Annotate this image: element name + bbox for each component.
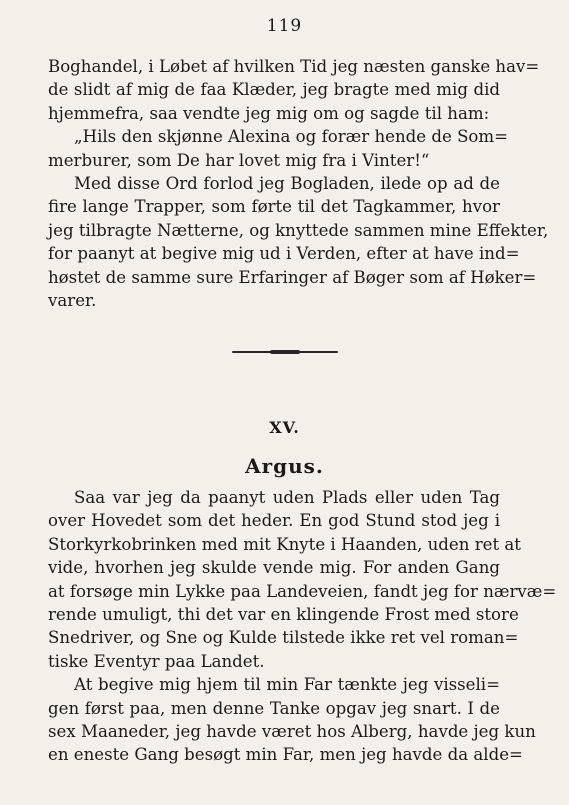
page-number: 119 xyxy=(266,16,303,36)
text-line: at forsøge min Lykke paa Landeveien, fandt jeg for nærvæ= xyxy=(48,581,557,601)
text-line: merburer, som De har lovet mig fra i Vinter!“ xyxy=(48,150,430,170)
text-line: hjemmefra, saa vendte jeg mig om og sagde til ham: xyxy=(48,103,490,123)
text-block-bottom xyxy=(48,486,557,767)
text-line: At begive mig hjem til min Far tænkte jeg visseli= xyxy=(74,675,500,695)
text-line: gen først paa, men denne Tanke opgav jeg snart. I de xyxy=(48,698,500,718)
text-line: høstet de samme sure Erfaringer af Bøger som af Høker= xyxy=(48,267,537,287)
text-line: Med disse Ord forlod jeg Bogladen, ilede op ad de xyxy=(74,173,500,193)
text-line: Saa var jeg da paanyt uden Plads eller uden Tag xyxy=(74,488,500,507)
section-divider xyxy=(232,351,338,353)
text-line: for paanyt at begive mig ud i Verden, efter at have ind= xyxy=(48,244,520,264)
text-line: en eneste Gang besøgt min Far, men jeg havde da alde= xyxy=(48,745,523,765)
text-line: Snedriver, og Sne og Kulde tilstede ikke ret vel roman= xyxy=(48,628,519,648)
text-line: tiske Eventyr paa Landet. xyxy=(48,651,265,671)
text-line: vide, hvorhen jeg skulde vende mig. For anden Gang xyxy=(48,558,500,578)
text-line: varer. xyxy=(48,290,97,310)
text-line: „Hils den skjønne Alexina og forær hende de Som= xyxy=(74,127,509,147)
text-line: jeg tilbragte Nætterne, og knyttede sammen mine Effekter, xyxy=(48,220,549,240)
text-line: Boghandel, i Løbet af hvilken Tid jeg næsten ganske hav= xyxy=(48,57,540,76)
chapter-title: Argus. xyxy=(245,454,324,478)
text-block-top xyxy=(48,55,549,312)
text-line: de slidt af mig de faa Klæder, jeg bragte med mig did xyxy=(48,80,500,100)
text-line: rende umuligt, thi det var en klingende Frost med store xyxy=(48,604,519,624)
text-line: Storkyrkobrinken med mit Knyte i Haanden, uden ret at xyxy=(48,534,521,554)
text-line: over Hovedet som det heder. En god Stund stod jeg i xyxy=(48,511,500,531)
chapter-number: XV. xyxy=(269,418,300,437)
text-line: fire lange Trapper, som førte til det Tagkammer, hvor xyxy=(48,197,500,217)
text-line: sex Maaneder, jeg havde været hos Alberg, havde jeg kun xyxy=(48,721,536,741)
